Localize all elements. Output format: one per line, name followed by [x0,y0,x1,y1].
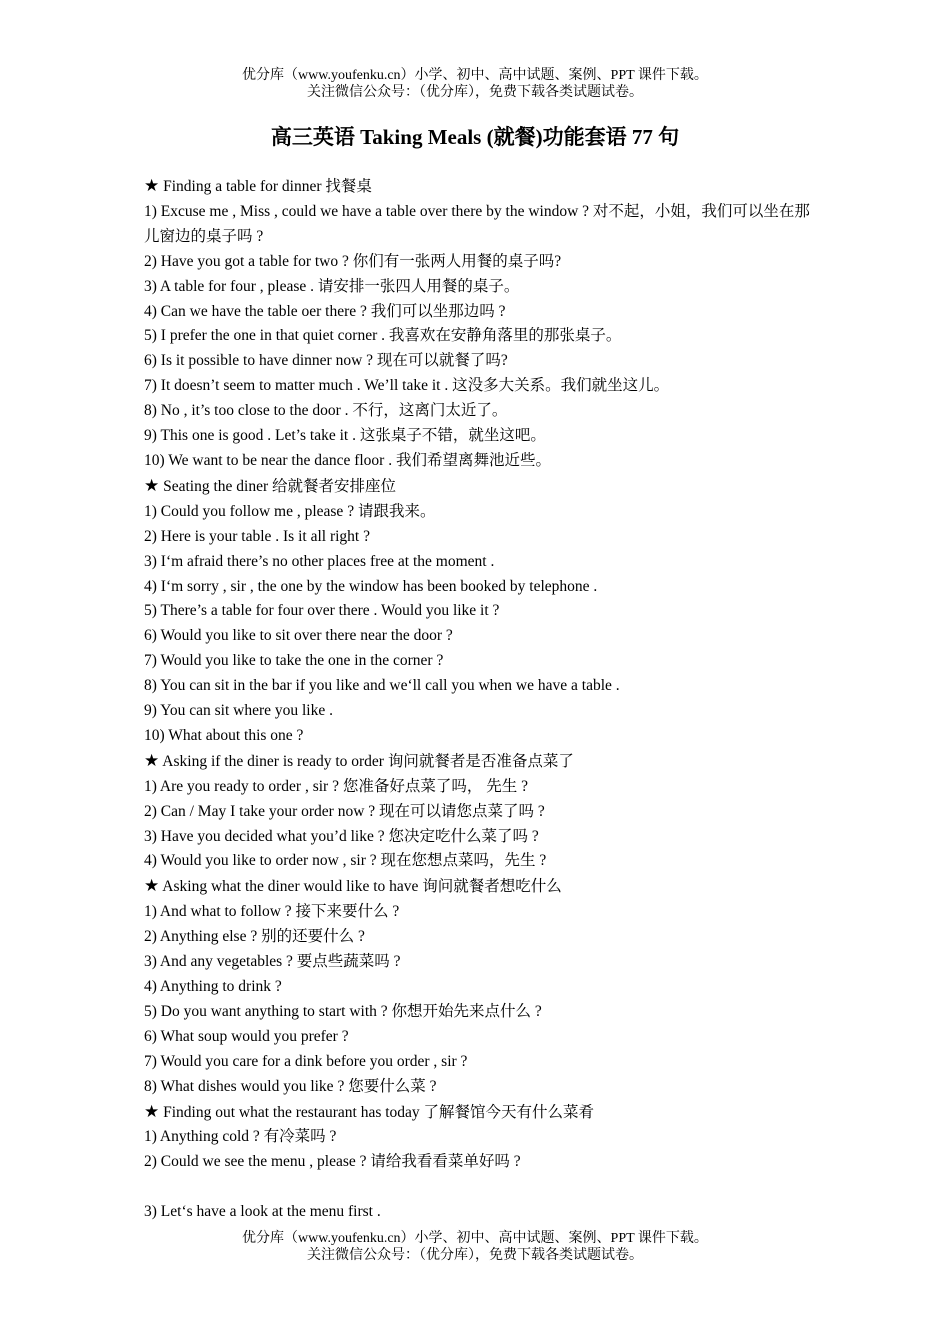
footer-line-2: 关注微信公众号：（优分库），免费下载各类试题试卷。 [307,1248,643,1263]
phrase-line: 10) We want to be near the dance floor . 我们希望离舞池近些。 [144,451,551,469]
phrase-line: 8) What dishes would you like ? 您要什么菜 ? [144,1077,437,1095]
section-heading [144,474,814,500]
phrase-line: 2) Can / May I take your order now ? 现在可以请您点菜了吗 ? [144,802,545,820]
star-icon: ★ [144,876,160,896]
section-heading [144,749,814,775]
phrase-line: 5) There’s a table for four over there . Would you like it ? [144,602,500,620]
section-heading [144,174,814,200]
phrase-line: 6) What soup would you prefer ? [144,1027,349,1045]
phrase-line: 10) What about this one ? [144,726,304,744]
phrase-line: 2) Have you got a table for two ? 你们有一张两人用餐的桌子吗? [144,252,562,270]
phrase-line: 3) And any vegetables ? 要点些蔬菜吗 ? [144,953,401,971]
page-footer [0,1230,950,1264]
phrase-line: 3) Have you decided what you’d like ? 您决定吃什么菜了吗 ? [144,827,539,845]
phrase-line: 5) I prefer the one in that quiet corner . 我喜欢在安静角落里的那张桌子。 [144,327,622,345]
blank-line [144,1175,814,1200]
section-heading-text: Asking if the diner is ready to order 询问就餐者是否准备点菜了 [162,752,574,770]
phrase-line: 7) It doesn’t seem to matter much . We’ll take it . 这没多大关系。我们就坐这儿。 [144,377,670,395]
phrase-line: 1) Anything cold ? 有冷菜吗 ? [144,1128,337,1146]
section-heading-text: Finding out what the restaurant has today 了解餐馆今天有什么菜肴 [163,1103,595,1121]
document-body [144,174,814,1225]
section-heading-text: Finding a table for dinner 找餐桌 [163,178,372,195]
phrase-line: 3) I‘m afraid there’s no other places free at the moment . [144,552,495,570]
phrase-line: 7) Would you like to take the one in the corner ? [144,652,444,670]
star-icon: ★ [144,176,160,195]
phrase-line: 4) I‘m sorry , sir , the one by the window has been booked by telephone . [144,577,598,595]
phrase-line: 4) Can we have the table oer there ? 我们可以坐那边吗 ? [144,302,506,320]
section-heading-text: Asking what the diner would like to have 询问就餐者想吃什么 [162,878,562,896]
phrase-line: 2) Could we see the menu , please ? 请给我看看菜单好吗 ? [144,1153,521,1171]
phrase-line: 2) Anything else ? 别的还要什么 ? [144,928,365,946]
star-icon: ★ [144,750,160,770]
section-heading-text: Seating the diner 给就餐者安排座位 [163,477,397,495]
phrase-line: 5) Do you want anything to start with ? 你想开始先来点什么 ? [144,1002,542,1020]
header-line-2: 关注微信公众号：（优分库），免费下载各类试题试卷。 [307,85,643,100]
section-heading [144,874,814,900]
phrase-line: 9) You can sit where you like . [144,702,333,720]
phrase-line: 1) And what to follow ? 接下来要什么 ? [144,903,400,921]
star-icon: ★ [144,475,160,495]
header-line-1: 优分库（www.youfenku.cn）小学、初中、高中试题、案例、PPT 课件下载。 [242,68,708,83]
phrase-line: 7) Would you care for a dink before you order , sir ? [144,1052,468,1070]
star-icon: ★ [144,1101,160,1121]
phrase-line: 3) A table for four , please . 请安排一张四人用餐的桌子。 [144,277,520,295]
phrase-line: 8) No , it’s too close to the door . 不行，这离门太近了。 [144,402,508,420]
phrase-line: 8) You can sit in the bar if you like and we‘ll call you when we have a table . [144,677,620,695]
phrase-line: 1) Are you ready to order , sir ? 您准备好点菜了吗， 先生 ? [144,777,528,795]
phrase-line: 1) Could you follow me , please ? 请跟我来。 [144,502,436,520]
page-header [0,67,950,101]
phrase-line: 1) Excuse me , Miss , could we have a table over there by the window ? 对不起，小姐，我们可以坐在那儿窗边的桌子吗 ? [144,202,810,245]
document-title: 高三英语 Taking Meals (就餐)功能套语 77 句 [270,125,680,149]
phrase-line: 6) Is it possible to have dinner now ? 现在可以就餐了吗? [144,352,508,370]
phrase-line: 2) Here is your table . Is it all right ? [144,527,370,545]
footer-line-1: 优分库（www.youfenku.cn）小学、初中、高中试题、案例、PPT 课件下载。 [242,1231,708,1246]
phrase-line: 9) This one is good . Let’s take it . 这张桌子不错，就坐这吧。 [144,427,546,445]
phrase-line: 6) Would you like to sit over there near the door ? [144,627,453,645]
phrase-line: 4) Anything to drink ? [144,978,282,995]
phrase-line: 4) Would you like to order now , sir ? 现在您想点菜吗，先生 ? [144,852,547,870]
section-heading [144,1100,814,1126]
phrase-line: 3) Let‘s have a look at the menu first . [144,1203,381,1221]
